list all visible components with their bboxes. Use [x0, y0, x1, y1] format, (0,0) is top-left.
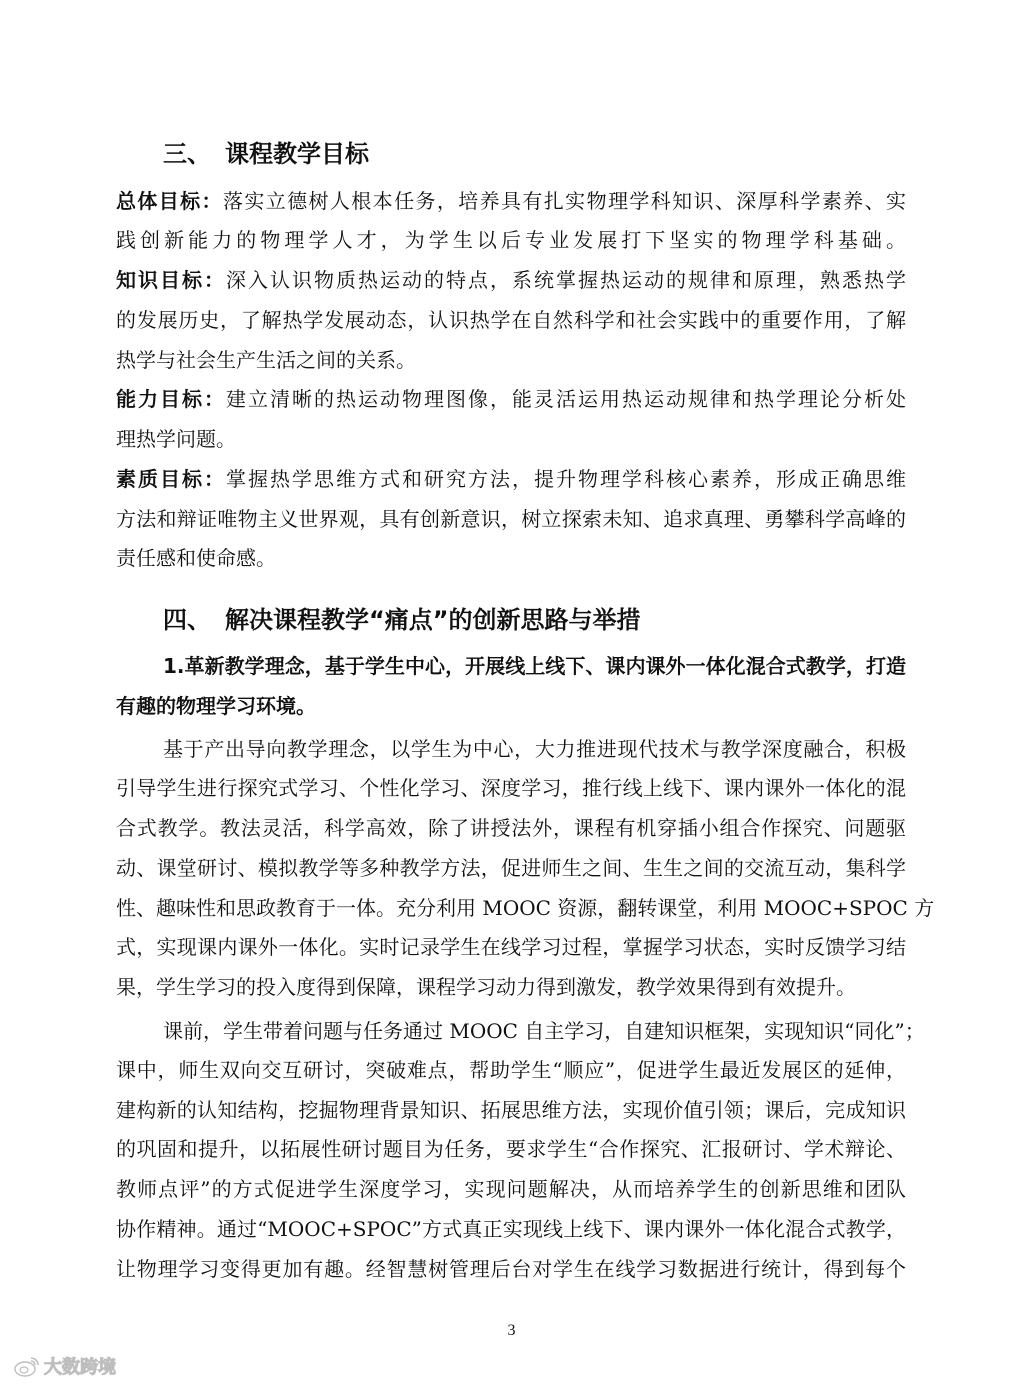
quality-goal-line-2: 方法和辩证唯物主义世界观，具有创新意识，树立探索未知、追求真理、勇攀科学高峰的 [116, 507, 906, 531]
overall-goal-line-1: 总体目标：落实立德树人根本任务，培养具有扎实物理学科知识、深厚科学素养、实 [116, 189, 907, 213]
section-3-number: 三、 [163, 140, 211, 168]
para1-line-1: 基于产出导向教学理念，以学生为中心，大力推进现代技术与教学深度融合，积极 [163, 737, 906, 761]
knowledge-goal-line-3: 热学与社会生产生活之间的关系。 [116, 348, 416, 372]
para2-line-5: 教师点评”的方式促进学生深度学习，实现问题解决，从而培养学生的创新思维和团队 [116, 1177, 906, 1201]
page-number: 3 [507, 1322, 516, 1339]
overall-goal-line-2: 践创新能力的物理学人才，为学生以后专业发展打下坚实的物理学科基础。 [116, 228, 906, 252]
para2-line-1: 课前，学生带着问题与任务通过 MOOC 自主学习，自建知识框架，实现知识“同化”； [163, 1019, 925, 1043]
ability-goal-label: 能力目标： [116, 387, 226, 411]
knowledge-goal-line-2: 的发展历史，了解热学发展动态，认识热学在自然科学和社会实践中的重要作用，了解 [116, 308, 906, 332]
ability-goal-line-1: 能力目标：建立清晰的热运动物理图像，能灵活运用热运动规律和热学理论分析处 [116, 387, 906, 411]
para1-line-2: 引导学生进行探究式学习、个性化学习、深度学习，推行线上线下、课内课外一体化的混 [116, 776, 906, 800]
subheading-1-line-1: 1.革新教学理念，基于学生中心，开展线上线下、课内课外一体化混合式教学，打造 [163, 654, 906, 678]
ability-goal-line-2: 理热学问题。 [116, 427, 236, 451]
quality-goal-label: 素质目标： [116, 467, 226, 491]
section-4-heading [163, 606, 641, 634]
overall-goal-label: 总体目标： [116, 189, 223, 213]
para1-line-4: 动、课堂研讨、模拟教学等多种教学方法，促进师生之间、生生之间的交流互动，集科学 [116, 856, 906, 880]
para2-line-7: 让物理学习变得更加有趣。经智慧树管理后台对学生在线学习数据进行统计，得到每个 [116, 1257, 906, 1281]
weibo-logo-icon [14, 1355, 40, 1377]
quality-goal-line-1: 素质目标：掌握热学思维方式和研究方法，提升物理学科核心素养，形成正确思维 [116, 467, 906, 491]
para1-line-3: 合式教学。教法灵活，科学高效，除了讲授法外，课程有机穿插小组合作探究、问题驱 [116, 816, 906, 840]
para1-line-7: 果，学生学习的投入度得到保障，课程学习动力得到激发，教学效果得到有效提升。 [116, 975, 856, 999]
para2-line-3: 建构新的认知结构，挖掘物理背景知识、拓展思维方法，实现价值引领；课后，完成知识 [116, 1098, 906, 1122]
para2-line-4: 的巩固和提升，以拓展性研讨题目为任务，要求学生“合作探究、汇报研讨、学术辩论、 [116, 1137, 906, 1161]
watermark-text: 大数跨境 [44, 1357, 116, 1378]
para2-line-2: 课中，师生双向交互研讨，突破难点，帮助学生“顺应”，促进学生最近发展区的延伸， [116, 1058, 906, 1082]
para2-line-6: 协作精神。通过“MOOC+SPOC”方式真正实现线上线下、课内课外一体化混合式教学， [116, 1217, 906, 1241]
para1-line-6: 式，实现课内课外一体化。实时记录学生在线学习过程，掌握学习状态，实时反馈学习结 [116, 935, 906, 959]
subheading-1-line-2: 有趣的物理学习环境。 [116, 694, 316, 718]
section-4-title: 解决课程教学“痛点”的创新思路与举措 [225, 606, 641, 634]
quality-goal-line-3: 责任感和使命感。 [116, 546, 276, 570]
watermark [14, 1353, 116, 1379]
section-3-heading [163, 140, 369, 168]
para1-line-5: 性、趣味性和思政教育于一体。充分利用 MOOC 资源，翻转课堂，利用 MOOC+SPOC 方 [116, 896, 935, 920]
section-3-title: 课程教学目标 [225, 140, 369, 168]
knowledge-goal-label: 知识目标： [116, 268, 226, 292]
knowledge-goal-line-1: 知识目标：深入认识物质热运动的特点，系统掌握热运动的规律和原理，熟悉热学 [116, 268, 906, 292]
section-4-number: 四、 [163, 606, 211, 634]
